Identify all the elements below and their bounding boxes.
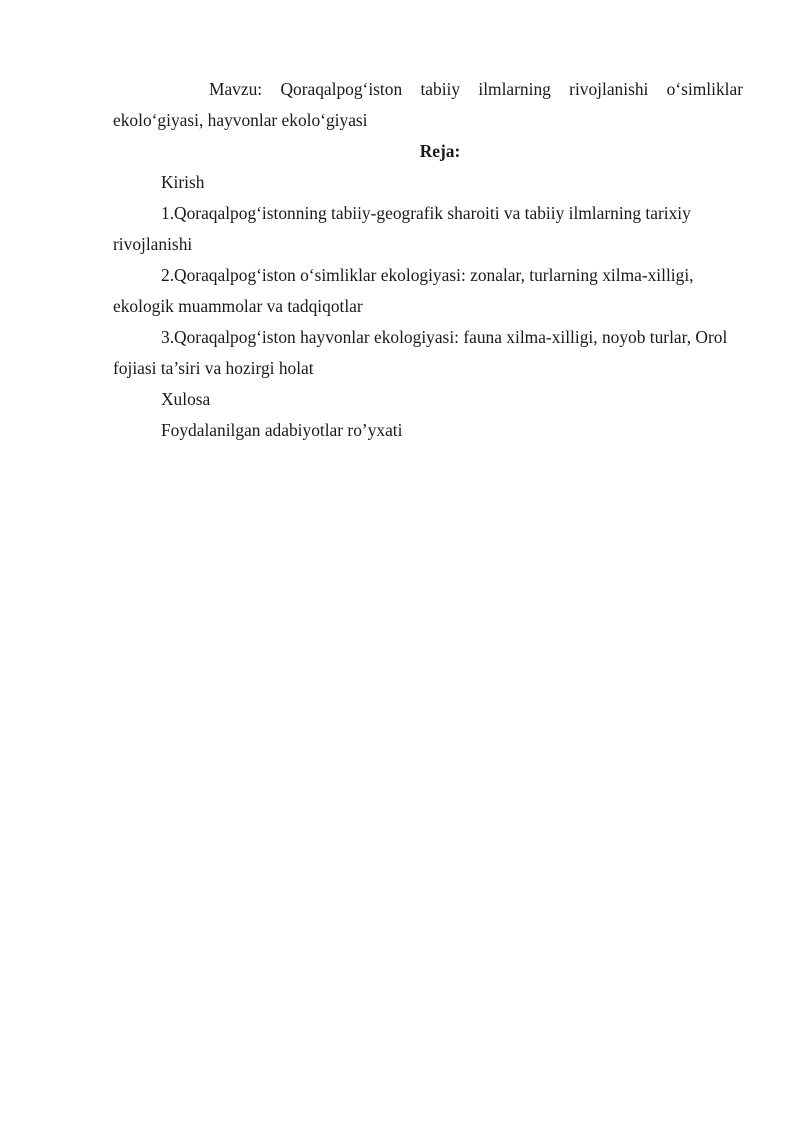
- document-content: [113, 74, 743, 446]
- plan-item-1: 1.Qoraqalpog‘istonning tabiiy-geografik sharoiti va tabiiy ilmlarning tarixiy rivojlanishi: [113, 203, 691, 254]
- plan-item-3: 3.Qoraqalpog‘iston hayvonlar ekologiyasi: fauna xilma-xilligi, noyob turlar, Orol fojiasi ta’siri va hozirgi holat: [113, 327, 728, 378]
- plan-heading: Reja:: [419, 141, 461, 161]
- topic-title: Mavzu: Qoraqalpog‘iston tabiiy ilmlarning rivojlanishi o‘simliklar ekolo‘giyasi, hayvonlar ekolo‘giyasi: [113, 79, 743, 130]
- plan-item-2: 2.Qoraqalpog‘iston o‘simliklar ekologiyasi: zonalar, turlarning xilma-xilligi, ekologik muammolar va tadqiqotlar: [113, 265, 694, 316]
- plan-item-references: Foydalanilgan adabiyotlar ro’yxati: [161, 420, 403, 440]
- plan-item-introduction: Kirish: [161, 172, 205, 192]
- plan-item-conclusion: Xulosa: [161, 389, 211, 409]
